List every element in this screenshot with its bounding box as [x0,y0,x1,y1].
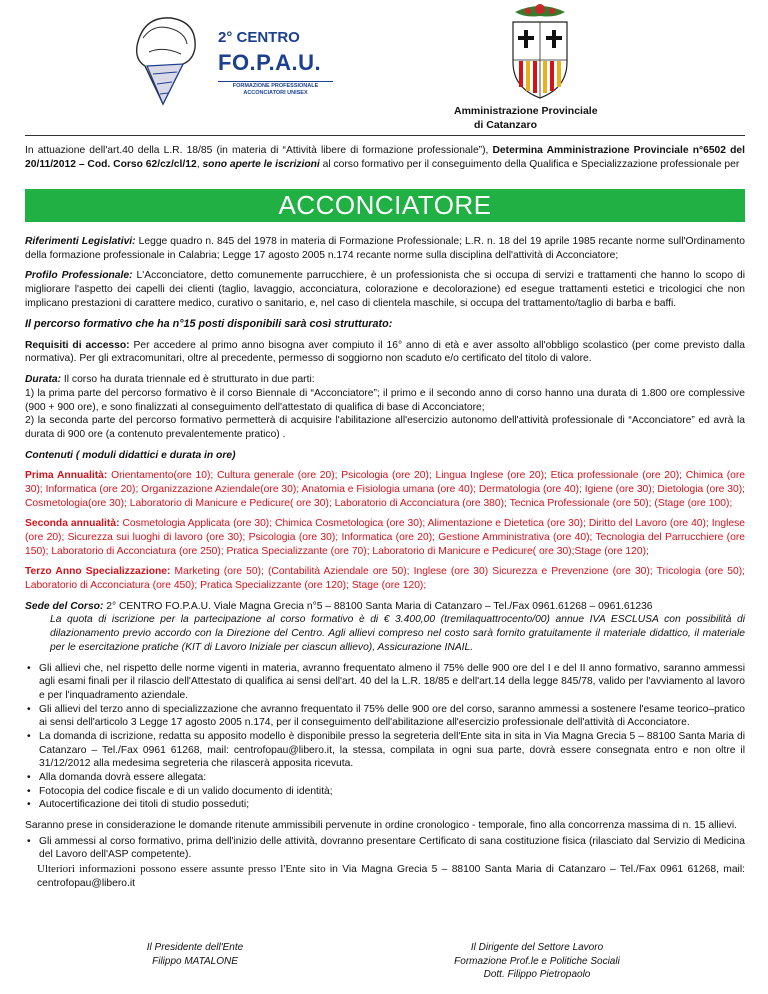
intro-text-1: In attuazione dell'art.40 della L.R. 18/85 (in materia di “Attività libere di formazione professionale”), [25,145,493,156]
sede-paragraph [25,600,745,614]
durata-label: Durata: [25,374,62,386]
bullet-list [25,662,745,813]
percorso-heading: Il percorso formativo che ha n°15 posti disponibili sarà così strutturato: [25,318,393,331]
ulteriori-rest: in Via Magna Grecia 5 – 88100 Santa Maria di Catanzaro – Tel./Fax 0961 61268, mail: centrofopau@libero.it [37,864,745,889]
durata-part1: 1) la prima parte del percorso formativo è il corso Biennale di “Acconciatore”; il primo e il secondo anno di corso hanno una durata di 1.800 ore complessive (900 + 900 ore), e sono finalizzati al conseguimento dell'attestato di qualifica di base di Acconciatore; [25,387,745,413]
president-title: Il Presidente dell'Ente [146,942,244,953]
sede-block [25,600,745,655]
requisiti-paragraph [25,339,745,366]
prima-annualita [25,469,745,510]
terzo-text: Marketing (ore 50); (Contabilità Aziendale ore 50); Inglese (ore 30) Sicurezza e Prevenzione (ore 30); Tricologia (ore 50); Laboratorio di Acconciatura (ore 450); Pratica Specializzante (ore 120); Stage (ore 120); [25,566,746,592]
province-crest-icon [495,0,585,100]
seconda-label: Seconda annualità: [25,518,120,530]
bullet-icon: • [27,662,31,674]
signature-left [115,941,275,968]
intro-iscrizioni: sono aperte le iscrizioni [202,158,320,170]
durata-part2: 2) la seconda parte del percorso formativo permetterà di acquisire l'abilitazione all'esercizio autonomo dell'attività professionale di “Acconciatore” ed avrà la durata di 900 ore (a contenuto prevalentemente pratico) . [25,415,745,440]
signature-right [422,941,652,982]
profilo-paragraph [25,269,745,310]
durata-text: Il corso ha durata triennale ed è strutturato in due parti: [61,374,315,386]
course-title-banner: ACCONCIATORE [25,189,745,222]
seconda-annualita [25,517,745,558]
dirigente-title: Il Dirigente del Settore Lavoro [470,942,604,953]
logo-sub-2: ACCONCIATORI UNISEX [243,89,308,96]
logo-text [218,28,333,96]
profilo-text: L'Acconciatore, detto comunemente parrucchiere, è un professionista che si occupa di servizi e trattamenti che hanno lo scopo di migliorare l'aspetto dei capelli dei clienti (taglio, lavaggio, acconciatura, colorazione e decolorazione) ed esegue trattamenti estetici e tricologici che non implicano prestazioni di carattere medico, curativo o sanitario, e, nel caso di clientela maschile, si occupa del trattamento/taglio di barba e baffi. [25,270,745,309]
logo-sub-1: FORMAZIONE PROFESSIONALE [232,83,319,90]
sede-label: Sede del Corso: [25,600,104,612]
list-item [25,703,745,730]
president-name: Filippo MATALONE [152,955,238,967]
domande-paragraph: Saranno prese in considerazione le domande ritenute ammissibili pervenute in ordine cronologico - temporale, fino alla concorrenza massima di n. 15 allievi. [25,820,738,832]
terzo-anno [25,565,745,592]
list-item [25,662,745,703]
bullet-text: Autocertificazione dei titoli di studio posseduti; [39,799,250,811]
seconda-text: Cosmetologia Applicata (ore 30); Chimica Cosmetologica (ore 30); Alimentazione e Dietetica (ore 30); Diritto del Lavoro (ore 40); Inglese (ore 20); Sicurezza sui luoghi di lavoro (ore 30); Psicologia (ore 30); Informatica (ore 20); Gestione Amministrativa (ore 40); Tecnologia del Parrucchiere (ore 150); Laboratorio di Acconciatura (ore 250); Pratica Specializzante (ore 70); Laboratorio di Manicure e Pedicure( ore 30);Stage (ore 120); [25,518,745,557]
bullet-text: Alla domanda dovrà essere allegata: [39,772,207,784]
dirigente-name: Dott. Filippo Pietropaolo [483,969,591,980]
riferimenti-text: Legge quadro n. 845 del 1978 in materia di Formazione Professionale; L.R. n. 18 del 19 aprile 1985 recante norme sull'Ordinamento della formazione professionale in Calabria; Legge 17 agosto 2005 n.174 recante norme sulla disciplina dell'attività di Acconciatore; [25,236,745,261]
fopau-logo [123,8,333,108]
intro-paragraph [25,144,745,171]
sede-text: 2° CENTRO FO.P.A.U. Viale Magna Grecia n°5 – 88100 Santa Maria di Catanzaro – Tel./Fax 0961.61268 – 0961.61236 [103,600,653,612]
durata-block [25,373,745,441]
profilo-label: Profilo Professionale: [25,270,133,282]
admin-line2: di Catanzaro [474,119,538,132]
header-divider [25,135,745,136]
riferimenti-label: Riferimenti Legislativi: [25,236,136,247]
quota-paragraph: La quota di iscrizione per la partecipazione al corso formativo è di € 3.400,00 (tremilaquattrocento/00) annue IVA ESCLUSA con possibilità di dilazionamento previo accordo con la Direzione del Centro. Agli allievi compreso nel costo sarà fornito gratuitamente il materiale didattico, il materiale per le esercitazione pratiche (KIT di Lavoro Iniziale per ciascun allievo), Assicurazione INAIL. [50,614,745,653]
certificato-list [25,835,745,862]
ulteriori-paragraph [25,862,745,890]
certificato-text: Gli ammessi al corso formativo, prima dell'inizio delle attività, dovranno presentare Certificato di sana costituzione fisica (rilasciato dal Servizio di Medicina del Lavoro dell'ASP competente). [39,835,745,861]
dirigente-dept: Formazione Prof.le e Politiche Sociali [454,955,620,967]
logo-line1: 2° CENTRO [218,29,300,46]
admin-line1: Amministrazione Provinciale [454,105,598,117]
logo-line2: FO.P.A.U. [218,49,322,75]
list-item [25,785,745,799]
document-body [25,235,745,891]
prima-label: Prima Annualità: [25,470,108,482]
contenuti-heading: Contenuti ( moduli didattici e durata in ore) [25,449,236,461]
bullet-icon: • [27,785,31,797]
hair-cone-icon [123,8,208,108]
terzo-label: Terzo Anno Specializzazione: [25,566,171,578]
logo-subtitle [218,81,333,96]
intro-determina: Determina Amministrazione Provinciale n°6502 del 20/11/2012 – Cod. Corso 62/cz/cl/12 [25,145,745,170]
bullet-text: Gli allievi che, nel rispetto delle norme vigenti in materia, avranno frequentato almeno il 75% delle 900 ore del I e del II anno formativo, saranno ammessi agli esami finali per il rilascio dell'Attestato di qualifica ai sensi dell'art. 40 del la L.R. 18/85 e dell'art.14 della legge 845/78, valido per l'avviamento al lavoro e per l'inquadramento aziendale. [39,662,745,701]
bullet-text: Gli allievi del terzo anno di specializzazione che avranno frequentato il 75% delle 900 ore del corso, saranno ammessi a sostenere l'esame teorico–pratico ai sensi dell'articolo 3 Legge 17 agosto 2005 n.174, per il conseguimento dell'abilitazione all'esercizio professionale dell'attività di Acconciatore. [39,703,745,729]
administration-label [454,104,634,132]
list-item [25,771,745,785]
list-item [25,835,745,862]
intro-text-5: al corso formativo per il conseguimento della Qualifica e Specializzazione professionale per [319,158,740,170]
list-item [25,798,745,812]
bullet-text: Fotocopia del codice fiscale e di un valido documento di identità; [39,785,333,797]
bullet-icon: • [27,703,31,715]
riferimenti-paragraph [25,235,745,262]
durata-intro [25,373,745,387]
ulteriori-serif: Ulteriori informazioni possono essere assunte presso l'Ente sito [37,863,326,876]
bullet-icon: • [27,772,31,784]
bullet-text: La domanda di iscrizione, redatta su apposito modello è disponibile presso la segreteria dell'Ente sita in sita in Via Magna Grecia 5 – 88100 Santa Maria di Catanzaro – Tel./Fax 0961 61268, mail: centrofopau@libero.it, la stessa, compilata in ogni sua parte, dovrà essere consegnata entro e non oltre il 31/12/2012 alla medesima segreteria che rilascerà apposita ricevuta. [39,730,745,770]
requisiti-label: Requisiti di accesso: [25,339,130,351]
prima-text: Orientamento(ore 10); Cultura generale (ore 20); Psicologia (ore 20); Lingua Inglese (ore 20); Etica professionale (ore 20); Chimica (ore 30); Informatica (ore 20); Organizzazione Aziendale(ore 30); Anatomia e Fisiologia umana (ore 40); Dermatologia (ore 40); Igiene (ore 30); Dietologia (ore 30); Cosmetologia(ore 30); Laboratorio di Manicure e Pedicure( ore 30); Laboratorio di Acconciatura (ore 380); Tecnica Professionale (ore 50); (Stage (ore 100); [25,470,746,509]
intro-text-3: , [196,158,203,170]
bullet-icon: • [27,799,31,811]
bullet-icon: • [27,730,31,742]
list-item [25,730,745,771]
requisiti-text: Per accedere al primo anno bisogna aver compiuto il 16° anno di età e aver assolto all'obbligo scolastico (per come previsto dalla normativa). Per gli extracomunitari, oltre al precedente, permesso di soggiorno non scaduto e/o certificato del titolo di valore. [25,339,745,365]
bullet-icon: • [27,835,31,847]
